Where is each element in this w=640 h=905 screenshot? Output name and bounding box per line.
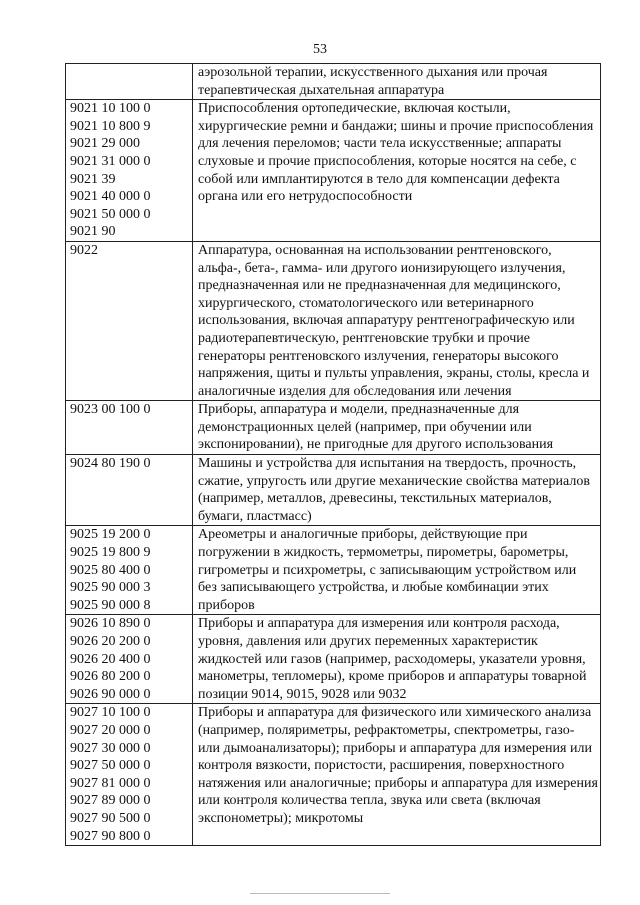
tn-ved-code: 9022 (70, 242, 98, 258)
tn-ved-code: 9025 19 200 0 (70, 527, 151, 543)
tn-ved-code: 9027 89 000 0 (70, 793, 151, 809)
tn-ved-code: 9025 80 400 0 (70, 562, 151, 578)
code-cell (66, 401, 193, 455)
row-description: Приборы и аппаратура для физического или химического анализа (например, поляриметры, рефрактометры, спектрометры, газо- или дымоанализаторы); приборы и аппаратура для измерения или контроля вязкости, пористости, расширения, поверхностного натяжения или аналогичные; приборы и аппаратура для измерения или контроля количества тепла, звука или света (включая экспонометры); микротомы (198, 705, 598, 826)
tn-ved-code: 9025 19 800 9 (70, 545, 151, 561)
table-row (66, 526, 601, 615)
row-description: Приспособления ортопедические, включая костыли, хирургические ремни и бандажи; шины и прочие приспособления для лечения переломов; части тела искусственные; аппараты слуховые и прочие приспособления, которые носятся на себе, с собой или имплантируются в тело для компенсации дефекта органа или его нетрудоспособности (198, 101, 594, 205)
tn-ved-code: 9027 90 500 0 (70, 810, 151, 826)
table-row (66, 455, 601, 526)
code-cell (66, 615, 193, 704)
code-cell (66, 455, 193, 526)
tn-ved-code: 9027 90 800 0 (70, 828, 151, 844)
tn-ved-code: 9024 80 190 0 (70, 456, 151, 472)
table-row (66, 704, 601, 846)
row-description: Приборы, аппаратура и модели, предназначенные для демонстрационных целей (например, при обучении или экспонировании), не пригодные для другого использования (198, 402, 554, 453)
tn-ved-code: 9021 31 000 0 (70, 153, 151, 169)
tn-ved-code: 9021 29 000 (70, 136, 140, 152)
tn-ved-code: 9023 00 100 0 (70, 402, 151, 418)
page-number: 53 (313, 42, 327, 57)
tn-ved-code: 9021 10 800 9 (70, 118, 151, 134)
tn-ved-code: 9025 90 000 8 (70, 597, 151, 613)
tn-ved-code: 9026 20 400 0 (70, 651, 151, 667)
tn-ved-code: 9021 10 100 0 (70, 101, 151, 117)
customs-codes-table (65, 63, 601, 846)
tn-ved-code: 9021 90 (70, 224, 116, 240)
row-description: Приборы и аппаратура для измерения или контроля расхода, уровня, давления или других переменных характеристик жидкостей или газов (например, расходомеры, указатели уровня, манометры, тепломеры), кроме приборов и аппаратуры товарной позиции 9014, 9015, 9028 или 9032 (198, 616, 587, 702)
tn-ved-code: 9027 30 000 0 (70, 740, 151, 756)
tn-ved-code: 9027 10 100 0 (70, 705, 151, 721)
tn-ved-code: 9027 50 000 0 (70, 758, 151, 774)
code-cell (66, 526, 193, 615)
tn-ved-code: 9021 39 (70, 171, 116, 187)
row-description: Аппаратура, основанная на использовании рентгеновского, альфа-, бета-, гамма- или другого ионизирующего излучения, предназначенная или не предназначенная для медицинского, хирургического, стоматологического или ветеринарного использования, включая аппаратуру рентгенографическую или радиотерапевтическую, рентгеновские трубки и прочие генераторы рентгеновского излучения, генераторы высокого напряжения, щиты и пульты управления, экраны, столы, кресла и аналогичные изделия для обследования или лечения (198, 242, 590, 399)
code-cell (66, 241, 193, 400)
code-cell (66, 100, 193, 242)
code-cell (66, 704, 193, 846)
tn-ved-code: 9025 90 000 3 (70, 580, 151, 596)
tn-ved-code: 9026 90 000 0 (70, 686, 151, 702)
description-cell (193, 401, 601, 455)
scan-edge-line (250, 893, 390, 894)
row-description: Ареометры и аналогичные приборы, действующие при погружении в жидкость, термометры, пирометры, барометры, гигрометры и психрометры, с записывающим устройством или без записывающего устройства, и любые комбинации этих приборов (198, 527, 577, 613)
description-cell (193, 455, 601, 526)
code-cell (66, 64, 193, 100)
description-cell (193, 100, 601, 242)
table-row (66, 64, 601, 100)
tn-ved-code: 9027 20 000 0 (70, 722, 151, 738)
description-cell (193, 615, 601, 704)
table-row (66, 100, 601, 242)
tn-ved-code: 9026 80 200 0 (70, 669, 151, 685)
table-row (66, 401, 601, 455)
description-cell (193, 526, 601, 615)
tn-ved-code: 9027 81 000 0 (70, 775, 151, 791)
tn-ved-code: 9026 10 890 0 (70, 616, 151, 632)
description-cell (193, 64, 601, 100)
tn-ved-code: 9021 50 000 0 (70, 206, 151, 222)
row-description: Машины и устройства для испытания на твердость, прочность, сжатие, упругость или другие механические свойства материалов (например, металлов, древесины, текстильных материалов, бумаги, пластмасс) (198, 456, 590, 524)
description-cell (193, 241, 601, 400)
table-row (66, 615, 601, 704)
row-description: аэрозольной терапии, искусственного дыхания или прочая терапевтическая дыхательная аппаратура (198, 65, 548, 98)
description-cell (193, 704, 601, 846)
tn-ved-code: 9026 20 200 0 (70, 634, 151, 649)
table-row (66, 241, 601, 400)
tn-ved-code: 9021 40 000 0 (70, 189, 151, 205)
